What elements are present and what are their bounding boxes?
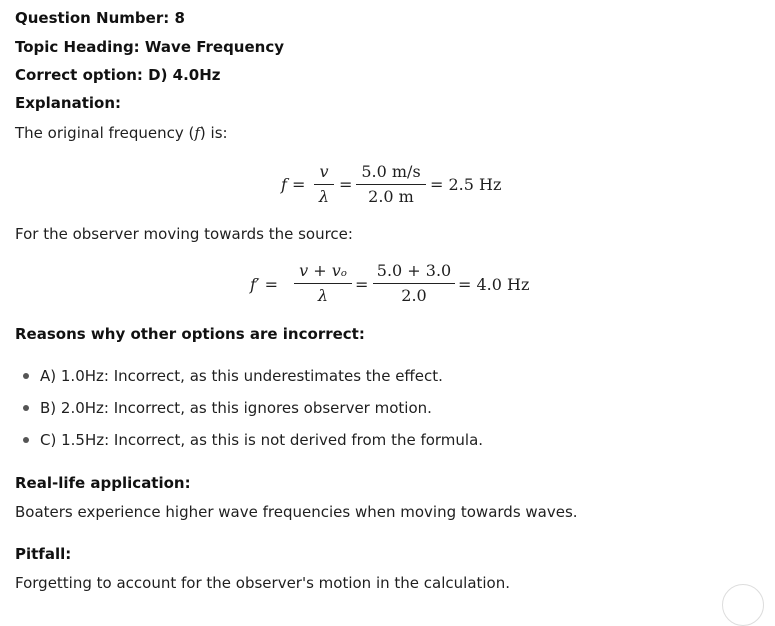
reason-text: C) 1.5Hz: Incorrect, as this is not derived from the formula.	[40, 431, 484, 449]
real-life-heading: Real-life application:	[15, 474, 191, 492]
pitfall-heading: Pitfall:	[15, 545, 72, 563]
formula2-frac2	[373, 261, 455, 306]
formula1-frac1-bar	[314, 184, 334, 185]
formula2-frac1-num: v + vₒ	[299, 261, 347, 280]
bullet-icon	[23, 437, 29, 443]
scroll-button[interactable]	[722, 584, 764, 626]
formula1-frac2-num: 5.0 m/s	[361, 162, 421, 181]
formula1-frac1	[314, 162, 334, 207]
bullet-icon	[23, 405, 29, 411]
list-item	[20, 392, 483, 424]
explanation-intro	[15, 123, 228, 143]
formula1-frac2-den: 2.0 m	[368, 187, 414, 206]
formula1-result: = 2.5 Hz	[430, 175, 502, 194]
formula2-frac2-bar	[373, 283, 455, 284]
formula1-eq: =	[339, 175, 353, 194]
list-item	[20, 360, 483, 392]
formula2-lhs: f′ =	[250, 275, 279, 294]
formula1-frac2	[356, 162, 426, 207]
reasons-list	[20, 360, 483, 456]
formula1-frac2-bar	[356, 184, 426, 185]
reasons-heading: Reasons why other options are incorrect:	[15, 325, 365, 343]
formula2-frac1	[294, 261, 352, 306]
explanation-heading: Explanation:	[15, 94, 122, 112]
reason-text: A) 1.0Hz: Incorrect, as this underestimates the effect.	[40, 367, 443, 385]
formula2-frac1-bar	[294, 283, 352, 284]
formula2-eq: =	[355, 275, 369, 294]
correct-option: Correct option: D) 4.0Hz	[15, 66, 221, 84]
formula1-frac1-num: v	[319, 162, 329, 181]
formula2-frac2-num: 5.0 + 3.0	[376, 261, 452, 280]
intro-variable: f	[194, 124, 200, 142]
formula2-frac1-den: λ	[317, 286, 329, 305]
reason-text: B) 2.0Hz: Incorrect, as this ignores observer motion.	[40, 399, 432, 417]
pitfall-text: Forgetting to account for the observer's motion in the calculation.	[15, 574, 511, 592]
intro-end: ) is:	[199, 124, 228, 142]
formula2-frac2-den: 2.0	[401, 286, 427, 305]
question-number: Question Number: 8	[15, 9, 185, 27]
list-item	[20, 424, 483, 456]
topic-heading: Topic Heading: Wave Frequency	[15, 38, 285, 56]
observer-text: For the observer moving towards the source:	[15, 225, 353, 243]
bullet-icon	[23, 373, 29, 379]
formula2-result: = 4.0 Hz	[458, 275, 530, 294]
intro-text: The original frequency (	[15, 124, 195, 142]
formula1-frac1-den: λ	[318, 187, 330, 206]
real-life-text: Boaters experience higher wave frequencies when moving towards waves.	[15, 503, 578, 521]
formula1-lhs: f =	[281, 175, 306, 194]
